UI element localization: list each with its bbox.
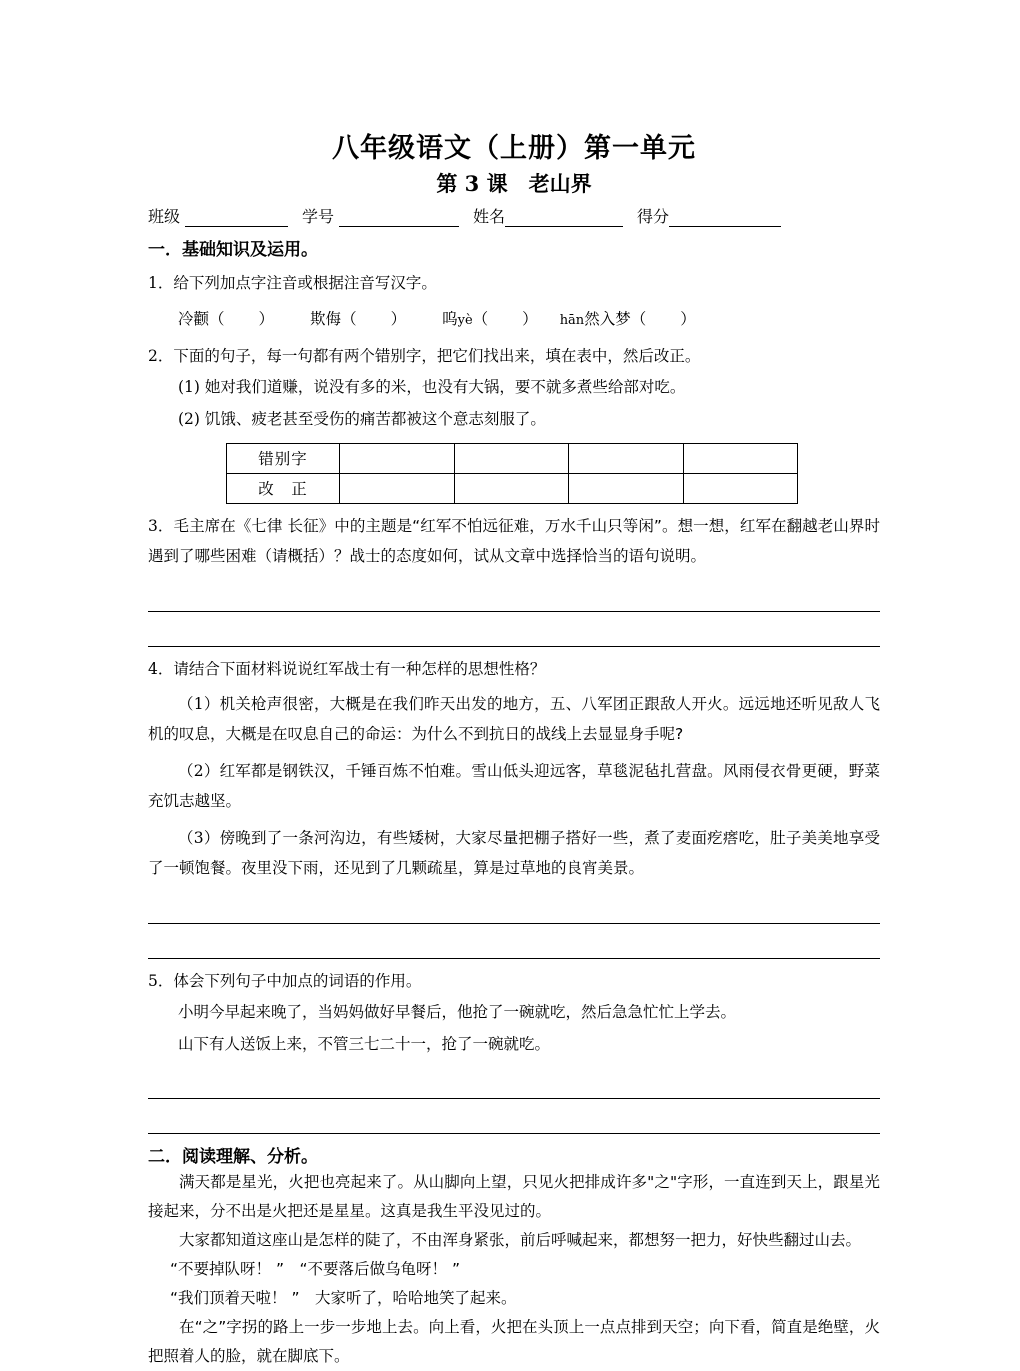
question-4 [148,656,880,682]
question-4-item-3 [148,823,880,883]
question-4-text: 请结合下面材料说说红军战士有一种怎样的思想性格？ [173,659,546,678]
question-4-item-2-number: （2） [178,761,220,780]
field-score-label: 得分 [637,206,670,226]
question-5-example-1: 小明今早起来晚了，当妈妈做好早餐后，他抢了一碗就吃，然后急急忙忙上学去。 [178,1002,737,1021]
question-4-item-1 [148,689,880,749]
question-1 [148,270,880,296]
question-1-text: 给下列加点字注音或根据注音写汉字。 [173,273,437,292]
pinyin-reading-3: yè [457,312,473,328]
question-4-item-1-text: 机关枪声很密，大概是在我们昨天出发的地方，五、八军团正跟敌人开火。远远地还听见敌人飞机的叹息，大概是在叹息自己的命运：为什么不到抗日的战线上去显显身手呢? [148,694,880,743]
answer-line[interactable] [148,932,880,959]
field-student-number [302,207,473,227]
question-2-item-1-text: 她对我们道赚，说没有多的米，也没有大锅，要不就多煮些给部对吃。 [204,377,686,396]
reading-paragraph-3: 在“之”字拐的路上一步一步地上去。向上看，火把在头顶上一点点排到天空；向下看，简直是绝壁，火把照着人的脸，就在脚底下。 [148,1317,880,1365]
question-2-item-1 [148,373,880,401]
field-name-label: 姓名 [473,206,506,226]
field-name [473,207,637,227]
pinyin-item-2: 欺侮（ ） [310,309,407,328]
table-row-header-correction: 改 正 [227,473,340,503]
student-info-row [148,207,880,227]
table-cell[interactable] [569,473,684,503]
question-4-answer-area [148,897,880,959]
answer-line[interactable] [148,585,880,612]
pinyin-item-4: hān然入梦（ ） [559,309,696,328]
question-2-text: 下面的句子，每一句都有两个错别字，把它们找出来，填在表中，然后改正。 [173,346,701,365]
question-4-item-1-number: （1） [178,694,220,713]
answer-line[interactable] [148,897,880,924]
table-cell[interactable] [340,473,455,503]
field-class [148,207,302,227]
field-class-blank[interactable] [185,211,288,227]
question-3-text: 毛主席在《七律 长征》中的主题是“红军不怕远征难，万水千山只等闲”。想一想，红军在翻越老山界时遇到了哪些困难（请概括）？战士的态度如何，试从文章中选择恰当的语句说明。 [148,516,880,565]
question-2-item-2-number: (2) [178,409,200,428]
question-4-item-3-text: 傍晚到了一条河沟边，有些矮树，大家尽量把棚子搭好一些，煮了麦面疙瘩吃，肚子美美地享受了一顿饱餐。夜里没下雨，还见到了几颗疏星，算是过草地的良宵美景。 [148,828,880,877]
page-title: 八年级语文（上册）第一单元 [332,133,696,164]
question-1-number: 1． [148,273,174,292]
reading-paragraph-1: 满天都是星光，火把也亮起来了。从山脚向上望，只见火把排成许多"之"字形，一直连到天上，跟星光接起来，分不出是火把还是星星。这真是我生平没见过的。 [148,1172,880,1220]
question-3-number: 3． [148,516,174,535]
pinyin-item-1: 冷颧（ ） [178,309,275,328]
question-3-answer-area [148,585,880,647]
question-1-answer-row [148,306,880,334]
answer-line[interactable] [148,620,880,647]
table-cell[interactable] [683,443,798,473]
question-4-item-3-number: （3） [178,828,220,847]
question-2-item-2-text: 饥饿、疲老甚至受伤的痛苦都被这个意志刻服了。 [204,409,546,428]
question-5 [148,968,880,994]
table-row [227,473,798,503]
question-2-item-2 [148,405,880,433]
reading-dialog-1: “不要掉队呀！ ” “不要落后做乌龟呀！ ” [170,1259,460,1278]
question-5-text: 体会下列句子中加点的词语的作用。 [173,971,422,990]
field-student-number-blank[interactable] [339,211,459,227]
question-2-number: 2． [148,346,174,365]
question-5-answer-area [148,1072,880,1134]
question-5-example-2: 山下有人送饭上来，不管三七二十一，抢了一碗就吃。 [178,1034,551,1053]
field-class-label: 班级 [148,206,181,226]
section-2-heading: 二．阅读理解、分析。 [148,1146,318,1167]
answer-line[interactable] [148,1107,880,1134]
question-2 [148,343,880,369]
question-3 [148,511,880,571]
question-4-number: 4． [148,659,174,678]
reading-dialog-2: “我们顶着天啦！ ” 大家听了，哈哈地笑了起来。 [170,1288,517,1307]
page-content [148,0,880,1371]
field-student-number-label: 学号 [302,206,335,226]
lesson-subtitle: 第 3 课 老山界 [436,170,592,196]
field-score [637,207,781,227]
table-cell[interactable] [683,473,798,503]
pinyin-reading-4: hān [559,312,585,328]
error-correction-table-wrap [148,443,880,504]
field-score-blank[interactable] [669,211,781,227]
field-name-blank[interactable] [505,211,623,227]
table-row-header-wrong-chars: 错别字 [227,443,340,473]
table-cell[interactable] [454,473,569,503]
question-4-item-2 [148,756,880,816]
reading-paragraph-2: 大家都知道这座山是怎样的陡了，不由浑身紧张，前后呼喊起来，都想努一把力，好快些翻过山去。 [179,1230,862,1249]
table-row [227,443,798,473]
answer-line[interactable] [148,1072,880,1099]
question-5-number: 5． [148,971,174,990]
pinyin-item-3: 呜yè（ ） [442,309,538,328]
error-correction-table [226,443,798,504]
table-cell[interactable] [569,443,684,473]
table-cell[interactable] [454,443,569,473]
question-2-item-1-number: (1) [178,377,200,396]
question-4-item-2-text: 红军都是钢铁汉，千锤百炼不怕难。雪山低头迎远客，草毯泥毡扎营盘。风雨侵衣骨更硬，野菜充饥志越坚。 [148,761,880,810]
section-1-heading: 一．基础知识及运用。 [148,239,318,260]
table-cell[interactable] [340,443,455,473]
